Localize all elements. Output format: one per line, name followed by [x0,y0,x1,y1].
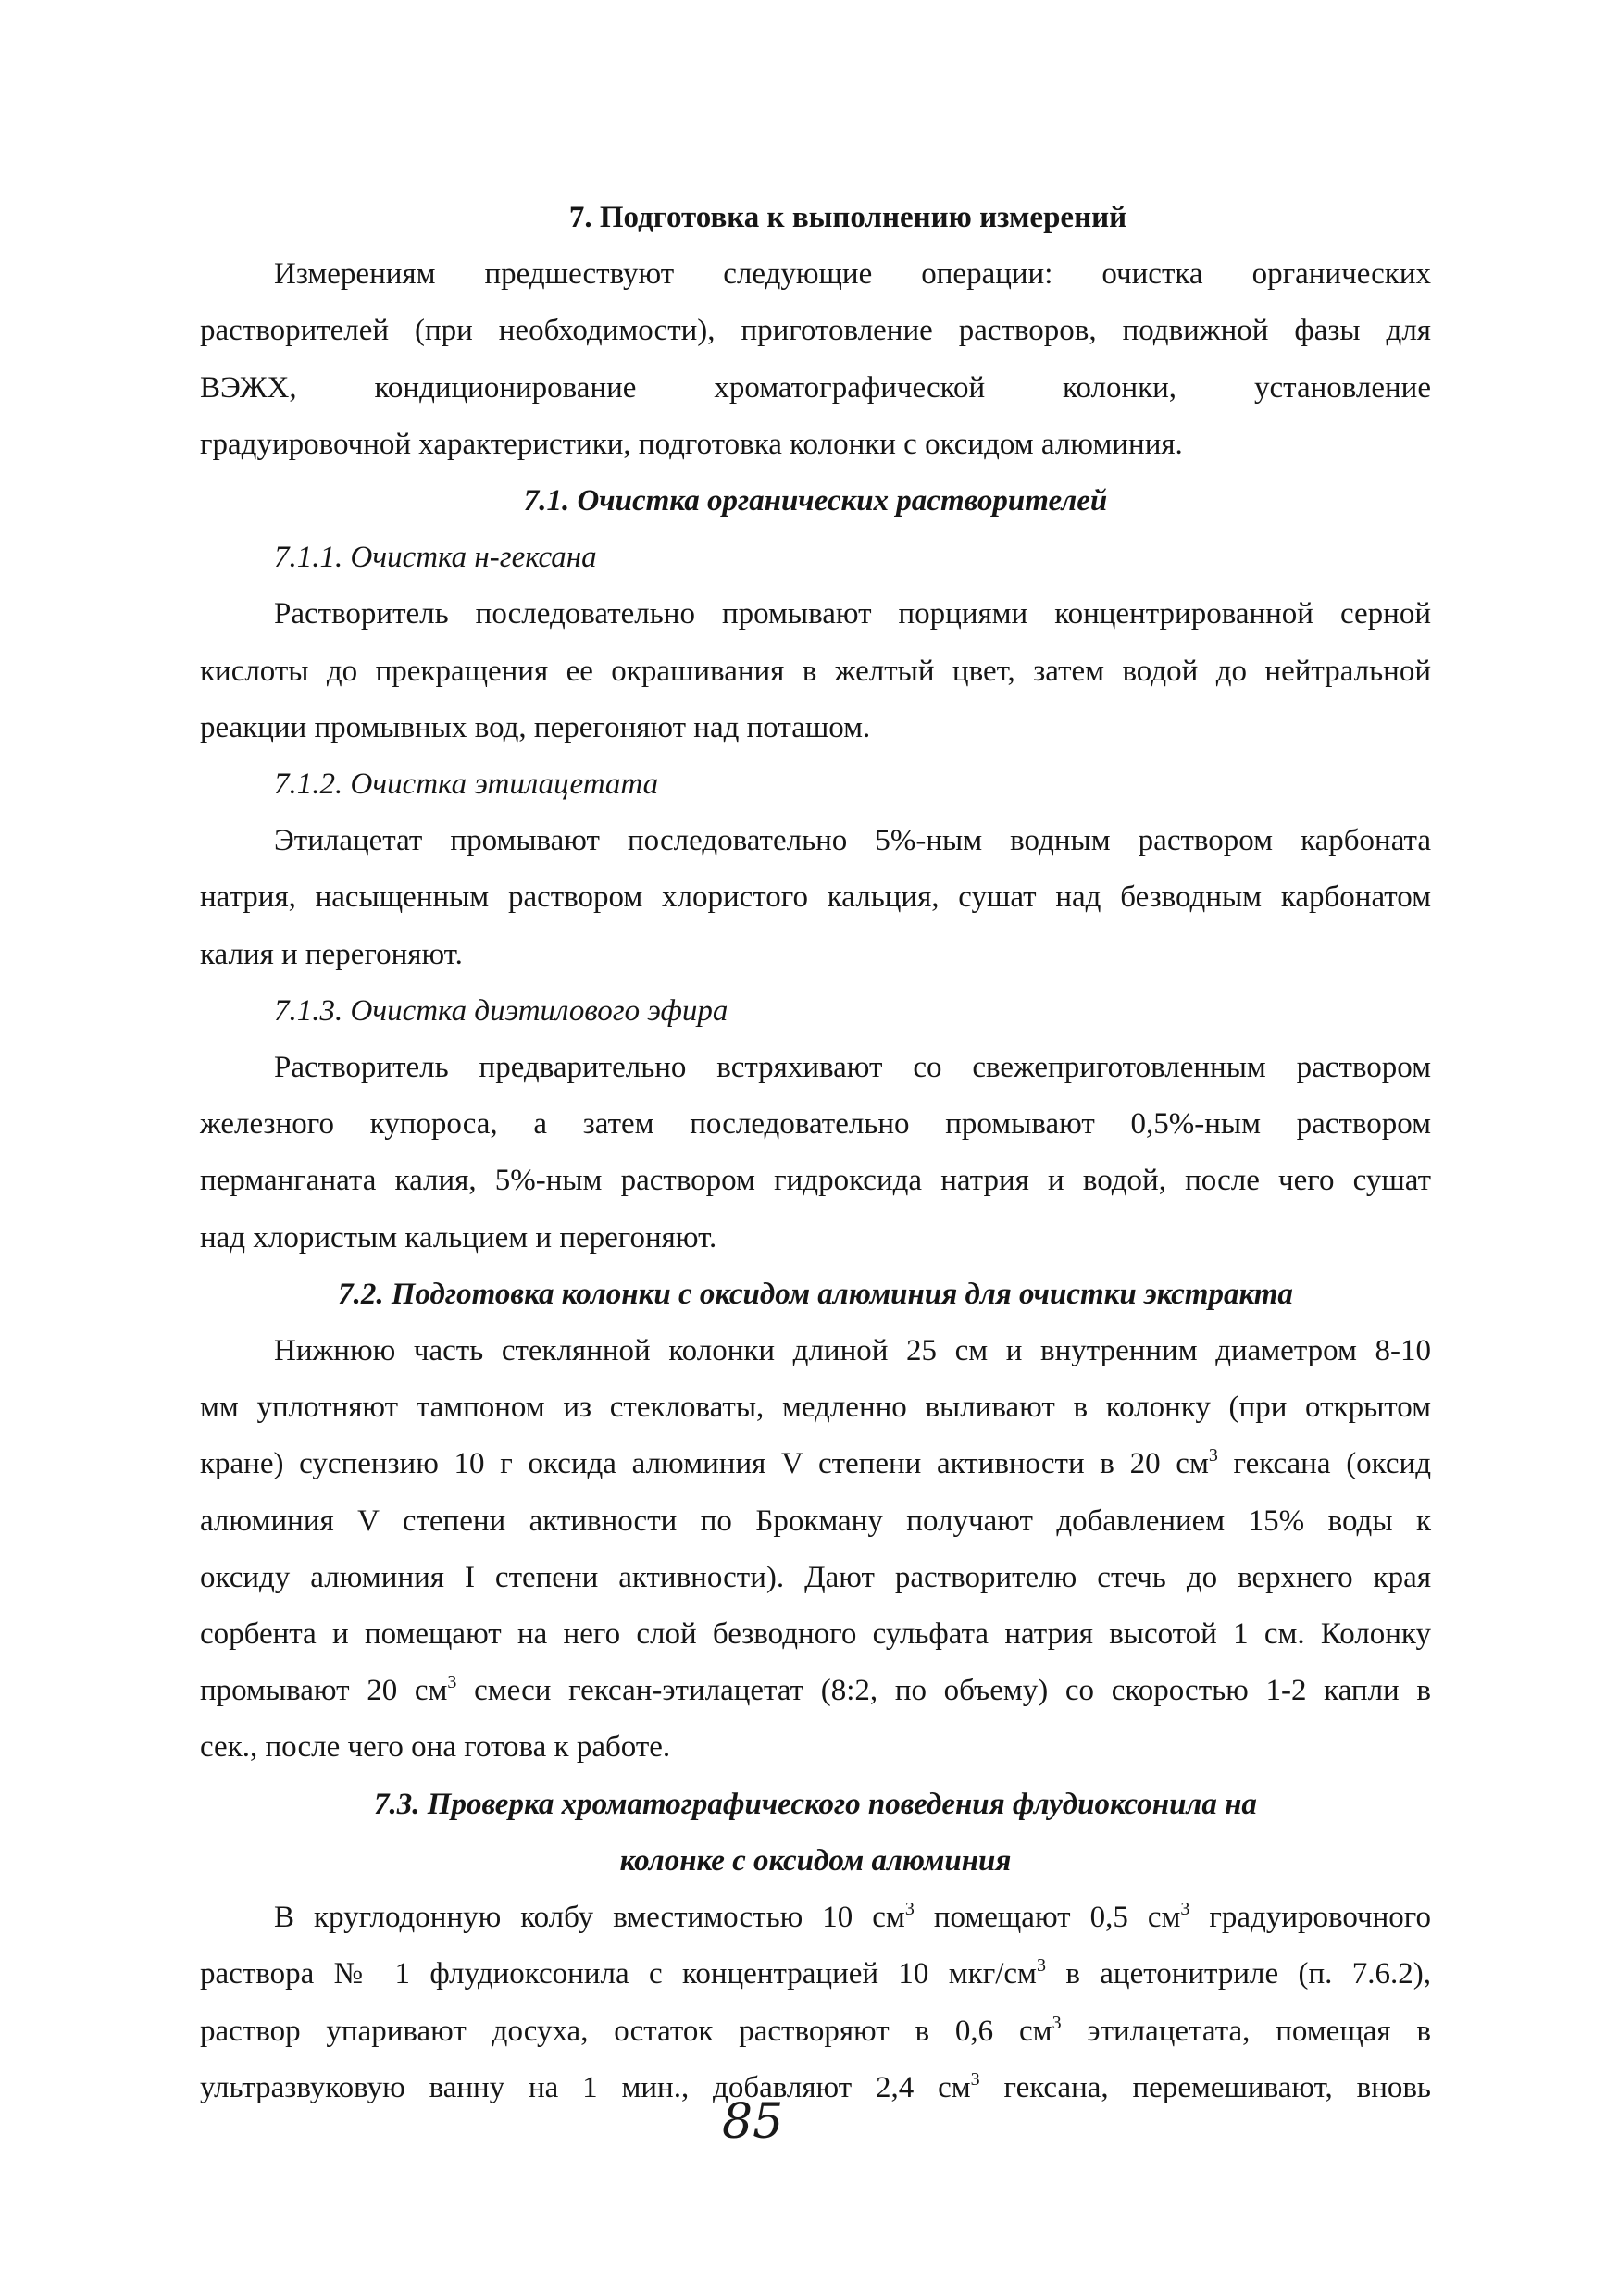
text-line [200,1946,1431,2003]
section-7-3-body [200,1890,1431,2116]
text-line: мм уплотняют тампоном из стекловаты, медленно выливают в колонку (при открытом [200,1391,1431,1425]
section-7-1-3-body [200,1040,1431,1267]
section-7-3-heading-line-2: колонке с оксидом алюминия [619,1843,1012,1878]
section-7-1-1-body [200,586,1431,756]
text-line: Этилацетат промывают последовательно 5%-ным водным раствором карбоната [274,824,1431,858]
text-line: ВЭЖХ, кондиционирование хроматографической колонки, установление [200,370,1431,405]
text-fragment: раствора № 1 флудиоксонила с концентрацией 10 мкг/см [200,1957,1037,1991]
text-fragment: В круглодонную колбу вместимостью 10 см [274,1901,905,1935]
section-7-1-3-heading: 7.1.3. Очистка диэтилового эфира [274,993,728,1028]
section-7-1-2-body [200,813,1431,983]
text-fragment: градуировочного [1189,1901,1431,1935]
page-content [200,190,1431,2116]
text-line [200,1890,1431,1946]
superscript: 3 [1052,2012,1062,2033]
section-7-2-heading: 7.2. Подготовка колонки с оксидом алюминия для очистки экстракта [338,1277,1293,1311]
superscript: 3 [904,1899,915,1920]
text-line: сек., после чего она готова к работе. [200,1730,671,1765]
text-fragment: в ацетонитриле (п. 7.6.2), [1045,1957,1431,1991]
text-line [200,1436,1431,1492]
text-line: перманганата калия, 5%-ным раствором гидроксида натрия и водой, после чего сушат [200,1164,1431,1198]
text-line [200,2003,1431,2060]
text-line: Измерениям предшествуют следующие операции: очистка органических [274,257,1431,292]
text-line: Растворитель последовательно промывают порциями концентрированной серной [274,597,1431,631]
text-line [200,1663,1431,1719]
superscript: 3 [1036,1955,1046,1977]
section-7-2-body [200,1323,1431,1777]
section-7-1-heading: 7.1. Очистка органических растворителей [523,484,1108,518]
superscript: 3 [1180,1899,1190,1920]
text-line: реакции промывных вод, перегоняют над поташом. [200,710,871,744]
text-line: кислоты до прекращения ее окрашивания в желтый цвет, затем водой до нейтральной [200,654,1431,688]
section-7-1-2-heading: 7.1.2. Очистка этилацетата [274,767,659,802]
text-fragment: ультразвуковую ванну на 1 мин., добавляют 2,4 см [200,2070,971,2104]
section-7-1-1-heading: 7.1.1. Очистка н-гексана [274,541,597,575]
superscript: 3 [970,2068,980,2090]
text-fragment: гексана (оксид [1217,1447,1431,1481]
text-fragment: помещают 0,5 см [914,1901,1181,1935]
text-line: сорбента и помещают на него слой безводного сульфата натрия высотой 1 см. Колонку [200,1617,1431,1652]
text-line: натрия, насыщенным раствором хлористого кальция, сушат над безводным карбонатом [200,880,1431,915]
section-7-heading: 7. Подготовка к выполнению измерений [568,201,1127,234]
text-fragment: этилацетата, помещая в [1061,2014,1431,2048]
text-line: растворителей (при необходимости), приготовление растворов, подвижной фазы для [200,314,1431,348]
text-line: калия и перегоняют. [200,937,463,971]
section-7-intro [200,246,1431,473]
text-line: над хлористым кальцием и перегоняют. [200,1220,717,1254]
text-fragment: промывают 20 см [200,1674,448,1708]
text-line: Растворитель предварительно встряхивают со свежеприготовленным раствором [274,1051,1431,1085]
superscript: 3 [1208,1445,1218,1466]
text-line: градуировочной характеристики, подготовка колонки с оксидом алюминия. [200,427,1183,461]
section-7-3-heading-line-1: 7.3. Проверка хроматографического поведения флудиоксонила на [374,1787,1257,1821]
text-fragment: смеси гексан-этилацетат (8:2, по объему) со скоростью 1-2 капли в [456,1674,1431,1708]
page-number: 85 [722,2094,784,2150]
text-line: Нижнюю часть стеклянной колонки длиной 25 см и внутренним диаметром 8-10 [274,1334,1431,1368]
text-fragment: кране) суспензию 10 г оксида алюминия V степени активности в 20 см [200,1447,1209,1481]
text-line: алюминия V степени активности по Брокману получают добавлением 15% воды к [200,1504,1431,1538]
text-line: железного купороса, а затем последовательно промывают 0,5%-ным раствором [200,1107,1431,1142]
text-fragment: гексана, перемешивают, вновь [979,2070,1431,2104]
text-fragment: раствор упаривают досуха, остаток растворяют в 0,6 см [200,2014,1052,2048]
text-line: оксиду алюминия I степени активности). Дают растворителю стечь до верхнего края [200,1560,1431,1594]
superscript: 3 [447,1672,457,1693]
